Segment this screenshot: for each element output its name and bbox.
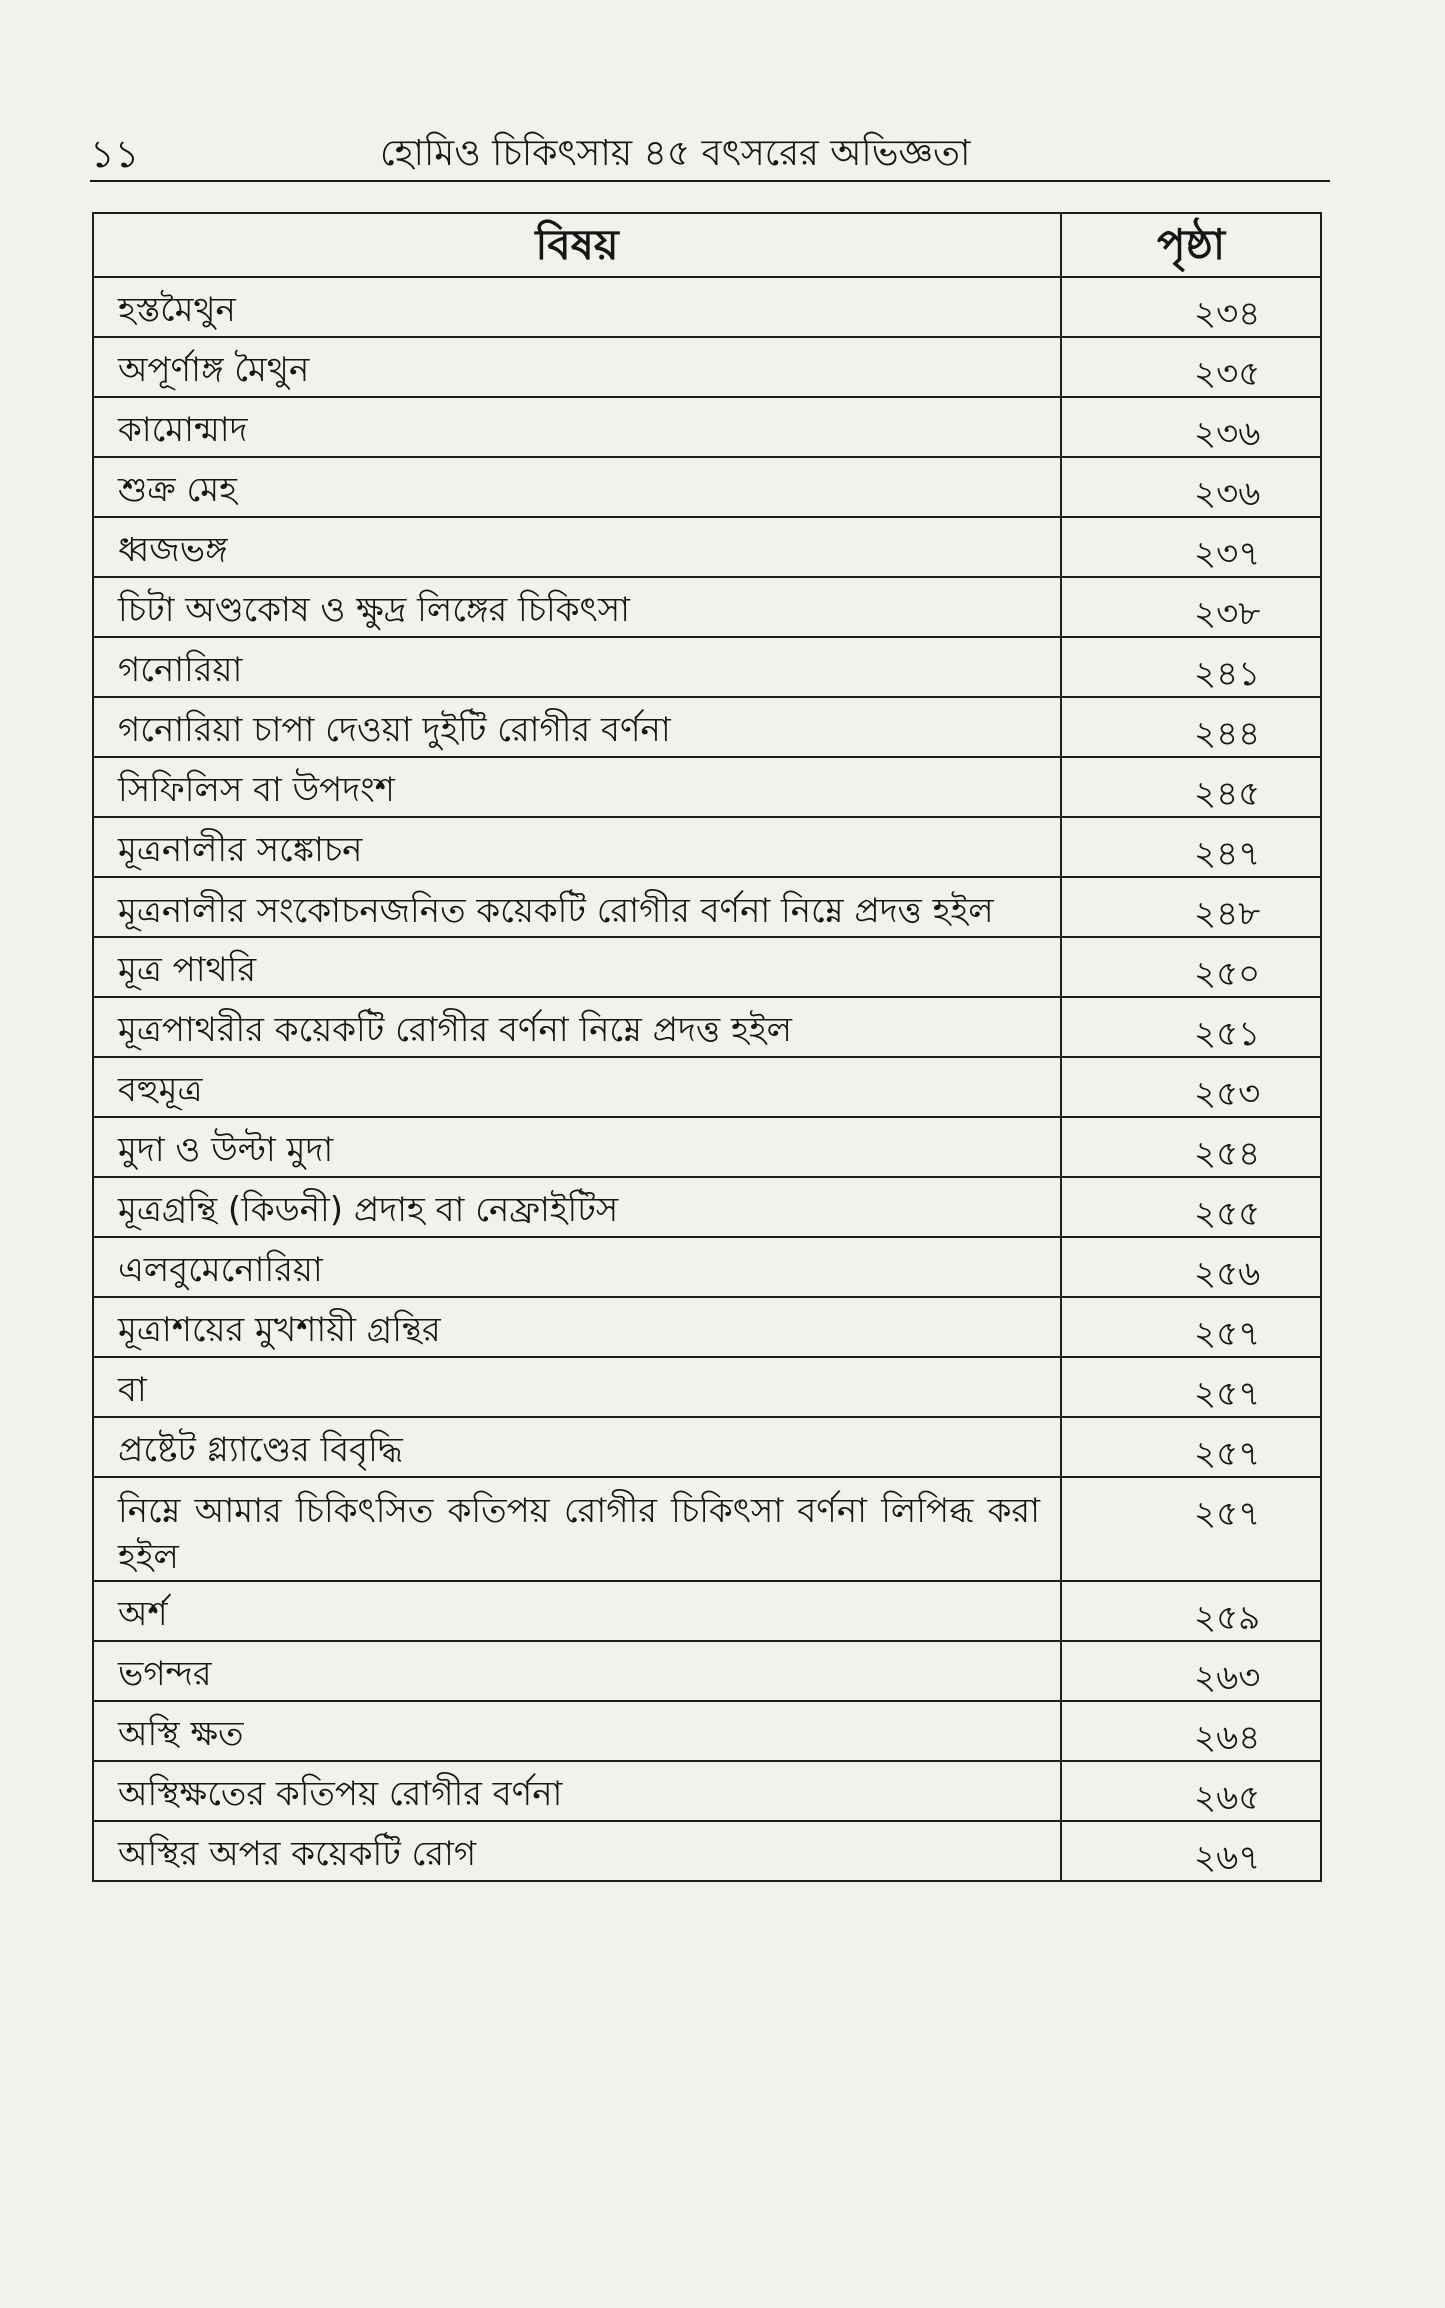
table-header-row — [93, 213, 1321, 277]
page-cell: ২৪৫ — [1061, 757, 1321, 817]
page-cell: ২৬৩ — [1061, 1641, 1321, 1701]
table-row — [93, 817, 1321, 877]
topic-cell: এলবুমেনোরিয়া — [93, 1237, 1061, 1297]
table-row — [93, 1177, 1321, 1237]
table-row — [93, 697, 1321, 757]
page-cell: ২৫৪ — [1061, 1117, 1321, 1177]
page-cell: ২৫৭ — [1061, 1477, 1321, 1581]
page-cell: ২৫৭ — [1061, 1357, 1321, 1417]
page-cell: ২৫৫ — [1061, 1177, 1321, 1237]
table-row — [93, 997, 1321, 1057]
table-row — [93, 1701, 1321, 1761]
page-cell: ২৫০ — [1061, 937, 1321, 997]
page-cell: ২৩৬ — [1061, 397, 1321, 457]
topic-cell: সিফিলিস বা উপদংশ — [93, 757, 1061, 817]
page-header — [90, 128, 1330, 180]
table-row — [93, 277, 1321, 337]
page-cell: ২৪৭ — [1061, 817, 1321, 877]
topic-cell: মুদা ও উল্টা মুদা — [93, 1117, 1061, 1177]
table-row — [93, 1477, 1321, 1581]
table-row — [93, 1641, 1321, 1701]
page-cell: ২৩৫ — [1061, 337, 1321, 397]
table-row — [93, 517, 1321, 577]
topic-cell: শুক্র মেহ — [93, 457, 1061, 517]
page-cell: ২৫৭ — [1061, 1417, 1321, 1477]
book-title: হোমিও চিকিৎসায় ৪৫ বৎসরের অভিজ্ঞতা — [380, 133, 971, 174]
page-cell: ২৩৮ — [1061, 577, 1321, 637]
topic-cell: বহুমূত্র — [93, 1057, 1061, 1117]
topic-cell: অস্থি ক্ষত — [93, 1701, 1061, 1761]
page-cell: ২৪৪ — [1061, 697, 1321, 757]
contents-table — [92, 212, 1322, 1882]
topic-cell: হস্তমৈথুন — [93, 277, 1061, 337]
page-cell: ২৬৪ — [1061, 1701, 1321, 1761]
table-row — [93, 1237, 1321, 1297]
topic-cell: ধ্বজভঙ্গ — [93, 517, 1061, 577]
topic-cell: মূত্র পাথরি — [93, 937, 1061, 997]
header-rule — [90, 180, 1330, 182]
topic-cell: মূত্রনালীর সঙ্কোচন — [93, 817, 1061, 877]
table-row — [93, 457, 1321, 517]
table-row — [93, 577, 1321, 637]
topic-cell: অস্থির অপর কয়েকটি রোগ — [93, 1821, 1061, 1881]
topic-cell: ভগন্দর — [93, 1641, 1061, 1701]
table-row — [93, 1057, 1321, 1117]
page-column-header: পৃষ্ঠা — [1061, 213, 1321, 277]
topic-cell: বা — [93, 1357, 1061, 1417]
table-row — [93, 337, 1321, 397]
topic-cell: চিটা অণ্ডকোষ ও ক্ষুদ্র লিঙ্গের চিকিৎসা — [93, 577, 1061, 637]
table-row — [93, 937, 1321, 997]
table-row — [93, 1821, 1321, 1881]
page-number: ১১ — [90, 132, 140, 176]
table-row — [93, 1761, 1321, 1821]
page-cell: ২৪১ — [1061, 637, 1321, 697]
topic-cell: মূত্রনালীর সংকোচনজনিত কয়েকটি রোগীর বর্ণনা নিম্নে প্রদত্ত হইল — [93, 877, 1061, 937]
table-row — [93, 1581, 1321, 1641]
topic-cell: প্রষ্টেট গ্ল্যাণ্ডের বিবৃদ্ধি — [93, 1417, 1061, 1477]
table-row — [93, 1117, 1321, 1177]
table-row — [93, 757, 1321, 817]
topic-cell: অস্থিক্ষতের কতিপয় রোগীর বর্ণনা — [93, 1761, 1061, 1821]
table-row — [93, 1357, 1321, 1417]
page-cell: ২৩৪ — [1061, 277, 1321, 337]
topic-cell: কামোন্মাদ — [93, 397, 1061, 457]
topic-cell: মূত্রগ্রন্থি (কিডনী) প্রদাহ বা নেফ্রাইটিস — [93, 1177, 1061, 1237]
page-cell: ২৬৫ — [1061, 1761, 1321, 1821]
topic-cell: গনোরিয়া চাপা দেওয়া দুইটি রোগীর বর্ণনা — [93, 697, 1061, 757]
table-row — [93, 637, 1321, 697]
page-cell: ২৫৯ — [1061, 1581, 1321, 1641]
page-cell: ২৫৩ — [1061, 1057, 1321, 1117]
page-cell: ২৫৬ — [1061, 1237, 1321, 1297]
topic-cell: মূত্রাশয়ের মুখশায়ী গ্রন্থির — [93, 1297, 1061, 1357]
table-row — [93, 1417, 1321, 1477]
topic-cell: অপূর্ণাঙ্গ মৈথুন — [93, 337, 1061, 397]
topic-cell: গনোরিয়া — [93, 637, 1061, 697]
page-cell: ২৫৭ — [1061, 1297, 1321, 1357]
page-cell: ২৬৭ — [1061, 1821, 1321, 1881]
page-cell: ২৩৬ — [1061, 457, 1321, 517]
page-cell: ২৪৮ — [1061, 877, 1321, 937]
table-row — [93, 397, 1321, 457]
table-row — [93, 877, 1321, 937]
page-cell: ২৩৭ — [1061, 517, 1321, 577]
page-cell: ২৫১ — [1061, 997, 1321, 1057]
subject-column-header: বিষয় — [93, 213, 1061, 277]
table-row — [93, 1297, 1321, 1357]
topic-cell: মূত্রপাথরীর কয়েকটি রোগীর বর্ণনা নিম্নে প্রদত্ত হইল — [93, 997, 1061, 1057]
topic-cell: নিম্নে আমার চিকিৎসিত কতিপয় রোগীর চিকিৎসা বর্ণনা লিপিব্ধ করা হইল — [93, 1477, 1061, 1581]
topic-cell: অর্শ — [93, 1581, 1061, 1641]
